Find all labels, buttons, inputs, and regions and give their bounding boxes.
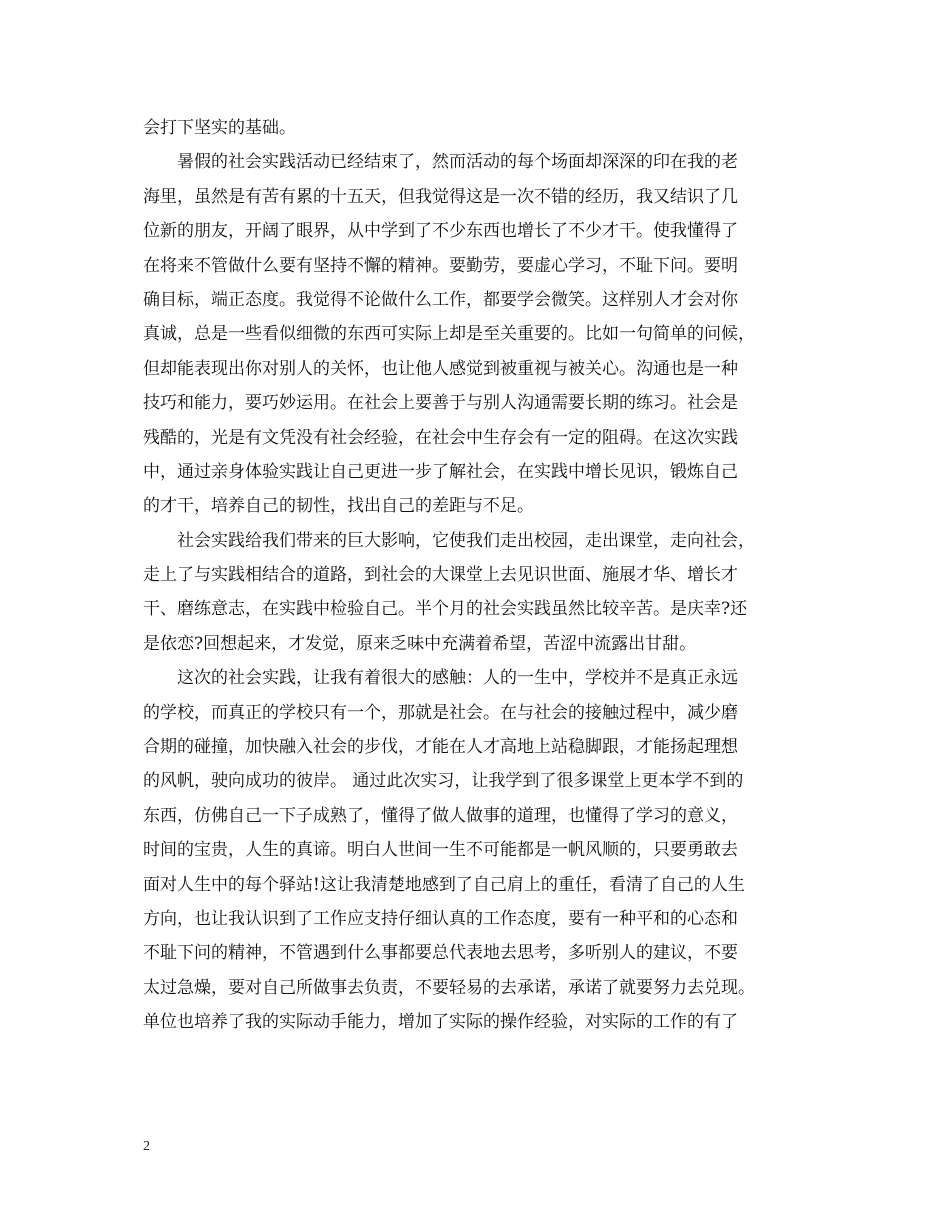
text-line: 会打下坚实的基础。 [143, 118, 296, 138]
text-line: 海里，虽然是有苦有累的十五天，但我觉得这是一次不错的经历，我又结识了几 [143, 186, 738, 207]
text-line: 真诚，总是一些看似细微的东西可实际上却是至关重要的。比如一句简单的问候， [143, 324, 755, 345]
page-number: 2 [143, 1139, 150, 1154]
text-line: 的才干，培养自己的韧性，找出自己的差距与不足。 [143, 496, 534, 517]
text-line: 方向，也让我认识到了工作应支持仔细认真的工作态度，要有一种平和的心态和 [143, 908, 738, 929]
text-line: 走上了与实践相结合的道路，到社会的大课堂上去见识世面、施展才华、增长才 [143, 565, 738, 586]
text-line: 合期的碰撞，加快融入社会的步伐，才能在人才高地上站稳脚跟，才能扬起理想 [143, 737, 738, 758]
text-line: 太过急燥，要对自己所做事去负责，不要轻易的去承诺，承诺了就要努力去兑现。 [143, 977, 755, 998]
text-line: 不耻下问的精神，不管遇到什么事都要总代表地去思考，多听别人的建议，不要 [143, 943, 738, 964]
text-line: 单位也培养了我的实际动手能力，增加了实际的操作经验，对实际的工作的有了 [143, 1012, 738, 1033]
text-line: 残酷的，光是有文凭没有社会经验，在社会中生存会有一定的阻碍。在这次实践 [143, 427, 738, 448]
text-line: 但却能表现出你对别人的关怀，也让他人感觉到被重视与被关心。沟通也是一种 [143, 358, 738, 379]
text-line: 是依恋?回想起来，才发觉，原来乏味中充满着希望，苦涩中流露出甘甜。 [143, 633, 697, 654]
text-line: 在将来不管做什么要有坚持不懈的精神。要勤劳，要虚心学习，不耻下问。要明 [143, 255, 738, 276]
text-line: 面对人生中的每个驿站!这让我清楚地感到了自己肩上的重任，看清了自己的人生 [143, 874, 745, 895]
text-line: 干、磨练意志，在实践中检验自己。半个月的社会实践虽然比较辛苦。是庆幸?还 [143, 599, 748, 620]
document-body [143, 111, 823, 1040]
text-line: 确目标，端正态度。我觉得不论做什么工作，都要学会微笑。这样别人才会对你 [143, 289, 738, 310]
text-line: 时间的宝贵，人生的真谛。明白人世间一生不可能都是一帆风顺的，只要勇敢去 [143, 840, 738, 861]
text-line: 中，通过亲身体验实践让自己更进一步了解社会，在实践中增长见识，锻炼自己 [143, 461, 738, 482]
text-line: 这次的社会实践，让我有着很大的感触：人的一生中，学校并不是真正永远 [177, 668, 738, 689]
text-line: 社会实践给我们带来的巨大影响，它使我们走出校园，走出课堂，走向社会， [177, 530, 755, 551]
text-line: 技巧和能力，要巧妙运用。在社会上要善于与别人沟通需要长期的练习。社会是 [143, 393, 738, 414]
text-line: 东西，仿佛自己一下子成熟了，懂得了做人做事的道理，也懂得了学习的意义， [143, 805, 738, 826]
text-line: 位新的朋友，开阔了眼界，从中学到了不少东西也增长了不少才干。使我懂得了 [143, 221, 738, 242]
text-line: 的学校，而真正的学校只有一个，那就是社会。在与社会的接触过程中，减少磨 [143, 702, 738, 723]
text-line: 的风帆，驶向成功的彼岸。 通过此次实习，让我学到了很多课堂上更本学不到的 [143, 771, 744, 792]
text-line: 暑假的社会实践活动已经结束了，然而活动的每个场面却深深的印在我的老 [177, 152, 738, 173]
